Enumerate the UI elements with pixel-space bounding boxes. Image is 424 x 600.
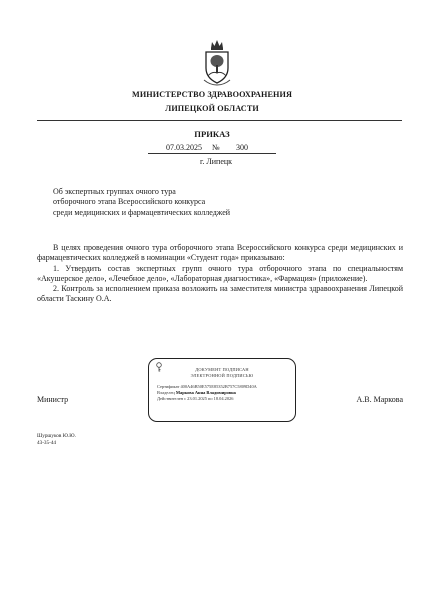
order-subject	[53, 187, 313, 218]
ministry-name-line2: ЛИПЕЦКОЙ ОБЛАСТИ	[165, 104, 259, 113]
stamp-title-line2: ЭЛЕКТРОННОЙ ПОДПИСЬЮ	[190, 373, 254, 379]
order-number-field	[220, 143, 276, 154]
header-divider	[37, 120, 402, 121]
body-paragraph-preamble: В целях проведения очного тура отборочного этапа Всероссийского конкурса среди медицинских и фармацевтических колледжей в номинации «Студент года» приказываю:	[37, 243, 403, 263]
stamp-validity-row	[157, 396, 257, 402]
order-number: 300	[236, 143, 248, 152]
stamp-valid-label: Действителен	[157, 396, 183, 402]
subject-line: среди медицинских и фармацевтических колледжей	[53, 207, 231, 217]
document-title: ПРИКАЗ	[194, 129, 230, 139]
signatory-name: А.В. Маркова	[356, 395, 403, 404]
order-number-sign: №	[212, 143, 220, 152]
order-date-number-line	[0, 143, 424, 154]
executor-name: Шуршуков Ю.Ю.	[37, 433, 76, 439]
subject-line: отборочного этапа Всероссийского конкурса	[53, 197, 206, 207]
stamp-valid-value: с 23.01.2025 по 18.04.2026	[184, 396, 234, 402]
signatory-position: Министр	[37, 395, 69, 404]
body-paragraph-item-2: 2. Контроль за исполнением приказа возложить на заместителя министра здравоохранения Липецкой области Таскину О.А.	[37, 284, 403, 304]
coat-of-arms-emblem	[202, 38, 232, 86]
stamp-cert-value: 400A46B50E575E85352B757C5809D40A	[180, 384, 257, 389]
stamp-cert-label: Сертификат	[157, 384, 180, 389]
key-icon	[155, 362, 163, 372]
executor-info	[37, 433, 76, 447]
subject-line: Об экспертных группах очного тура	[53, 187, 176, 196]
electronic-signature-stamp	[148, 358, 296, 422]
stamp-owner-label: Владелец	[157, 390, 175, 396]
order-date-field	[148, 143, 220, 154]
executor-phone: 43-35-44	[37, 440, 57, 446]
stamp-title-line1: ДОКУМЕНТ ПОДПИСАН	[195, 367, 249, 372]
ministry-name-line1: МИНИСТЕРСТВО ЗДРАВООХРАНЕНИЯ	[132, 90, 292, 99]
body-paragraph-item-1: 1. Утвердить состав экспертных групп очного тура отборочного этапа по специальностям «Акушерское дело», «Лечебное дело», «Лабораторная диагностика», «Фармация» (приложение).	[37, 263, 403, 283]
order-body	[37, 243, 403, 305]
stamp-details	[157, 384, 257, 403]
order-city: г. Липецк	[199, 157, 233, 166]
stamp-owner-value: Маркова Анна Владимировна	[175, 390, 236, 396]
order-date: 07.03.2025	[166, 143, 202, 152]
